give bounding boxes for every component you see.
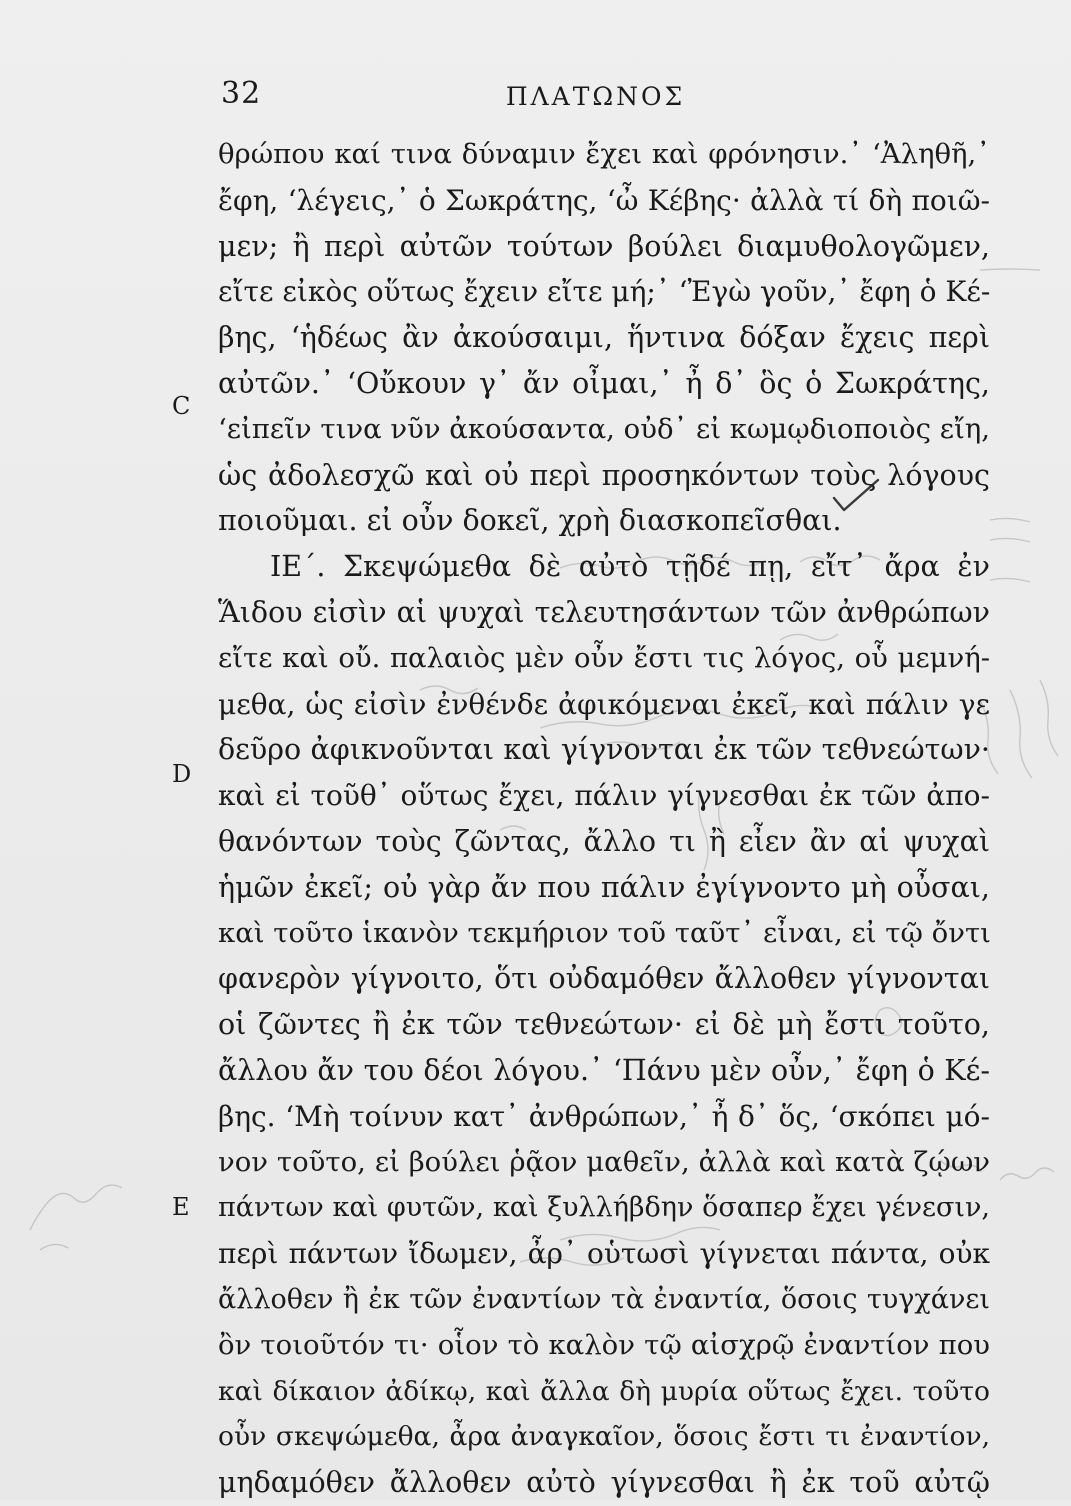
text-line: βης, ‘ἡδέως ἂν ἀκούσαιμι, ἥντινα δόξαν ἔχεις περὶ [218, 321, 990, 355]
text-line: ‘εἰπεῖν τινα νῦν ἀκούσαντα, οὐδ᾽ εἰ κωμῳδιοποιὸς εἴη, [218, 412, 990, 445]
text-line: δεῦρο ἀφικνοῦνται καὶ γίγνονται ἐκ τῶν τεθνεώτων· [218, 733, 990, 767]
margin-section-e: E [172, 1193, 190, 1221]
text-line: θρώπου καί τινα δύναμιν ἔχει καὶ φρόνησιν.᾽ ‘Ἀληθῆ,᾽ [218, 138, 990, 170]
text-line: πάντων καὶ φυτῶν, καὶ ξυλλήβδην ὅσαπερ ἔχει γένεσιν, [218, 1192, 990, 1224]
text-line: ἡμῶν ἐκεῖ; οὐ γὰρ ἄν που πάλιν ἐγίγνοντο μὴ οὖσαι, [218, 870, 990, 904]
text-line: καὶ δίκαιον ἀδίκῳ, καὶ ἄλλα δὴ μυρία οὕτως ἔχει. τοῦτο [218, 1375, 990, 1407]
text-line: εἴτε καὶ οὔ. παλαιὸς μὲν οὖν ἔστι τις λόγος, οὗ μεμνή- [218, 641, 990, 674]
text-line: αὐτῶν.᾽ ‘Οὔκουν γ᾽ ἄν οἶμαι,᾽ ἦ δ᾽ ὃς ὁ Σωκράτης, [218, 366, 990, 400]
text-line: μεν; ἢ περὶ αὐτῶν τούτων βούλει διαμυθολογῶμεν, [218, 229, 990, 263]
text-line: ὡς ἀδολεσχῶ καὶ οὐ περὶ προσηκόντων τοὺς λόγους [218, 458, 990, 492]
text-line: μεθα, ὡς εἰσὶν ἐνθένδε ἀφικόμεναι ἐκεῖ, καὶ πάλιν γε [218, 687, 990, 721]
text-line: ἄλλοθεν ἢ ἐκ τῶν ἐναντίων τὰ ἐναντία, ὅσοις τυγχάνει [218, 1283, 990, 1315]
running-head: ΠΛΑΤΩΝΟΣ [505, 82, 686, 111]
main-text [218, 132, 990, 1506]
text-line: περὶ πάντων ἴδωμεν, ἆρ᾽ οὑτωσὶ γίγνεται πάντα, οὐκ [218, 1237, 990, 1271]
text-line: οὖν σκεψώμεθα, ἆρα ἀναγκαῖον, ὅσοις ἔστι τι ἐναντίον, [218, 1421, 990, 1453]
text-line: ἔφη, ‘λέγεις,᾽ ὁ Σωκράτης, ‘ὦ Κέβης· ἀλλὰ τί δὴ ποιῶ- [218, 183, 990, 217]
text-line: Ἅιδου εἰσὶν αἱ ψυχαὶ τελευτησάντων τῶν ἀνθρώπων [218, 595, 990, 629]
text-line: βης. ‘Μὴ τοίνυν κατ᾽ ἀνθρώπων,᾽ ἦ δ᾽ ὅς, ‘σκόπει μό- [218, 1099, 990, 1133]
section-heading-line: ΙΕ΄. Σκεψώμεθα δὲ αὐτὸ τῇδέ πῃ, εἴτ᾽ ἄρα ἐν [270, 550, 990, 584]
text-line: ἄλλου ἄν του δέοι λόγου.᾽ ‘Πάνυ μὲν οὖν,᾽ ἔφη ὁ Κέ- [218, 1053, 990, 1087]
page-number: 32 [221, 76, 262, 111]
text-line: μηδαμόθεν ἄλλοθεν αὐτὸ γίγνεσθαι ἢ ἐκ τοῦ αὐτῷ [218, 1466, 990, 1500]
text-line: εἴτε εἰκὸς οὕτως ἔχειν εἴτε μή;᾽ ‘Ἐγὼ γοῦν,᾽ ἔφη ὁ Κέ- [218, 275, 991, 309]
text-line: φανερὸν γίγνοιτο, ὅτι οὐδαμόθεν ἄλλοθεν γίγνονται [218, 962, 990, 996]
text-line: νον τοῦτο, εἰ βούλει ῥᾷον μαθεῖν, ἀλλὰ καὶ κατὰ ζῴων [218, 1145, 990, 1178]
margin-section-c: C [172, 392, 191, 420]
text-line: ποιοῦμαι. εἰ οὖν δοκεῖ, χρὴ διασκοπεῖσθαι. [218, 504, 842, 538]
text-line: καὶ εἰ τοῦθ᾽ οὕτως ἔχει, πάλιν γίγνεσθαι ἐκ τῶν ἀπο- [218, 779, 990, 813]
text-line: καὶ τοῦτο ἱκανὸν τεκμήριον τοῦ ταῦτ᾽ εἶναι, εἰ τῷ ὄντι [218, 916, 991, 949]
text-line: οἱ ζῶντες ἢ ἐκ τῶν τεθνεώτων· εἰ δὲ μὴ ἔστι τοῦτο, [218, 1008, 990, 1042]
margin-section-d: D [172, 760, 192, 788]
text-line: θανόντων τοὺς ζῶντας, ἄλλο τι ἢ εἶεν ἂν αἱ ψυχαὶ [218, 824, 990, 858]
text-line: ὂν τοιοῦτόν τι· οἷον τὸ καλὸν τῷ αἰσχρῷ ἐναντίον που [218, 1328, 990, 1361]
